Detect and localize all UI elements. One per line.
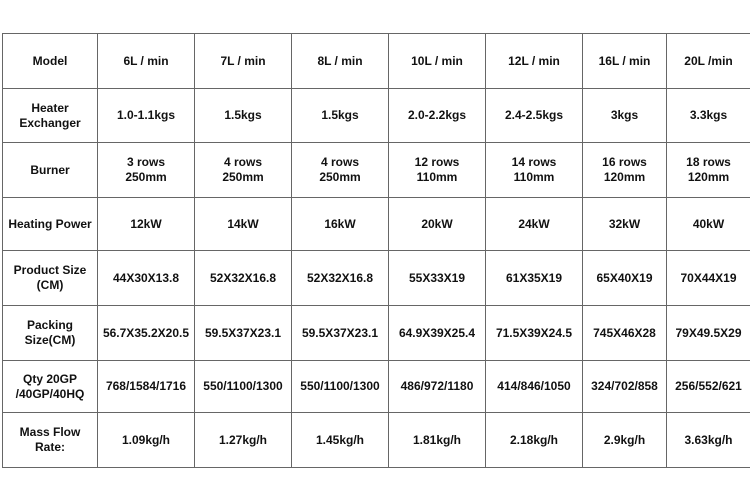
row-header: Qty 20GP /40GP/40HQ [3, 361, 98, 413]
row-header: Product Size (CM) [3, 251, 98, 306]
table-row [3, 143, 750, 198]
table-cell: 70X44X19 [667, 251, 750, 306]
table-cell: 12kW [98, 198, 195, 251]
spec-table [2, 33, 750, 468]
table-cell: 324/702/858 [583, 361, 667, 413]
row-header: Model [3, 34, 98, 89]
table-cell: 12 rows 110mm [389, 143, 486, 198]
table-cell: 2.4-2.5kgs [486, 89, 583, 143]
table-row [3, 413, 750, 468]
table-cell: 18 rows 120mm [667, 143, 750, 198]
table-cell: 4 rows 250mm [195, 143, 292, 198]
table-cell: 550/1100/1300 [195, 361, 292, 413]
row-header: Burner [3, 143, 98, 198]
row-header: Mass Flow Rate: [3, 413, 98, 468]
spec-table-body [3, 34, 750, 468]
table-cell: 61X35X19 [486, 251, 583, 306]
table-cell: 12L / min [486, 34, 583, 89]
table-cell: 52X32X16.8 [292, 251, 389, 306]
table-cell: 1.5kgs [195, 89, 292, 143]
table-row [3, 89, 750, 143]
table-cell: 6L / min [98, 34, 195, 89]
table-cell: 768/1584/1716 [98, 361, 195, 413]
table-cell: 79X49.5X29 [667, 306, 750, 361]
table-row [3, 34, 750, 89]
table-row [3, 306, 750, 361]
table-cell: 52X32X16.8 [195, 251, 292, 306]
table-cell: 10L / min [389, 34, 486, 89]
table-cell: 4 rows 250mm [292, 143, 389, 198]
table-cell: 16 rows 120mm [583, 143, 667, 198]
table-cell: 1.5kgs [292, 89, 389, 143]
table-cell: 3 rows 250mm [98, 143, 195, 198]
table-cell: 55X33X19 [389, 251, 486, 306]
table-cell: 14kW [195, 198, 292, 251]
table-cell: 3.3kgs [667, 89, 750, 143]
table-cell: 3kgs [583, 89, 667, 143]
table-cell: 2.9kg/h [583, 413, 667, 468]
table-cell: 71.5X39X24.5 [486, 306, 583, 361]
table-row [3, 361, 750, 413]
table-cell: 32kW [583, 198, 667, 251]
table-cell: 256/552/621 [667, 361, 750, 413]
table-cell: 59.5X37X23.1 [292, 306, 389, 361]
table-cell: 7L / min [195, 34, 292, 89]
table-cell: 550/1100/1300 [292, 361, 389, 413]
table-cell: 8L / min [292, 34, 389, 89]
table-cell: 486/972/1180 [389, 361, 486, 413]
table-cell: 64.9X39X25.4 [389, 306, 486, 361]
table-cell: 2.0-2.2kgs [389, 89, 486, 143]
table-cell: 1.09kg/h [98, 413, 195, 468]
table-cell: 20L /min [667, 34, 750, 89]
table-cell: 1.81kg/h [389, 413, 486, 468]
table-cell: 1.45kg/h [292, 413, 389, 468]
table-cell: 40kW [667, 198, 750, 251]
table-cell: 1.0-1.1kgs [98, 89, 195, 143]
table-cell: 1.27kg/h [195, 413, 292, 468]
table-cell: 65X40X19 [583, 251, 667, 306]
table-cell: 20kW [389, 198, 486, 251]
table-cell: 56.7X35.2X20.5 [98, 306, 195, 361]
row-header: Heater Exchanger [3, 89, 98, 143]
row-header: Packing Size(CM) [3, 306, 98, 361]
table-cell: 16kW [292, 198, 389, 251]
table-cell: 2.18kg/h [486, 413, 583, 468]
table-cell: 59.5X37X23.1 [195, 306, 292, 361]
table-row [3, 251, 750, 306]
table-cell: 414/846/1050 [486, 361, 583, 413]
table-row [3, 198, 750, 251]
table-cell: 745X46X28 [583, 306, 667, 361]
row-header: Heating Power [3, 198, 98, 251]
table-cell: 24kW [486, 198, 583, 251]
table-cell: 16L / min [583, 34, 667, 89]
table-cell: 14 rows 110mm [486, 143, 583, 198]
table-cell: 3.63kg/h [667, 413, 750, 468]
table-cell: 44X30X13.8 [98, 251, 195, 306]
